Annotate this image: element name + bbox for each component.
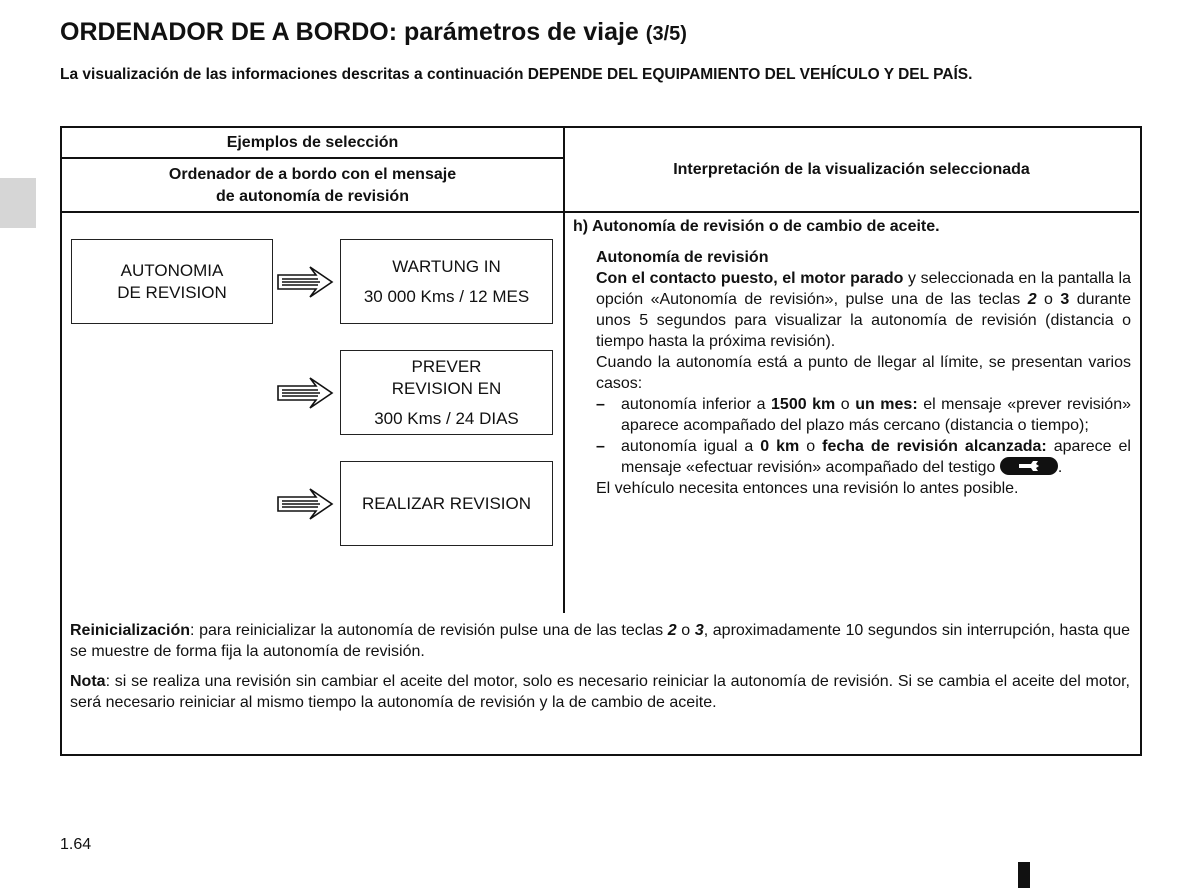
paragraph-text: : si se realiza una revisión sin cambiar el aceite del motor, solo es necesario reiniciar la autonomía de revisión. Si se cambia el aceite del motor, será necesario reiniciar al mismo tiempo la autonomía de revisión y la de cambio de aceite. [70,673,1130,711]
bullet-dash: – [596,396,605,413]
display-text: 300 Kms / 24 DIAS [374,408,519,428]
arrow-right-icon [276,486,334,522]
section-h-heading: h) Autonomía de revisión o de cambio de aceite. [573,218,940,235]
section-h [573,216,1131,499]
paragraph-text: autonomía igual a [621,438,761,455]
header-interpretation: Interpretación de la visualización seleccionada [673,161,1030,178]
display-text: AUTONOMIA [120,260,224,280]
paragraph-text: , aproximadamente 10 segundos sin interrupción, hasta que se muestre de forma fija la autonomía de revisión. [70,622,1130,660]
page-title-part: (3/5) [645,23,687,45]
bold-text: Nota [70,673,106,690]
table-notes [70,620,1130,722]
paragraph-text: y seleccionada en la pantalla la opción «Autonomía de revisión», pulse una de las teclas [596,270,1131,308]
paragraph-text: : para reinicializar la autonomía de revisión pulse una de las teclas [190,622,668,639]
bold-text: Con el contacto puesto, el motor parado [596,270,904,287]
arrow-right-icon [276,375,334,411]
display-text: 30 000 Kms / 12 MES [363,286,530,306]
paragraph-text: durante unos 5 segundos para visualizar la autonomía de revisión (distancia o tiempo hasta la próxima revisión). [596,291,1132,350]
list-item [596,394,1131,436]
key-2: 2 [1027,291,1037,308]
header-computer-message [62,164,563,208]
key-2: 2 [667,622,677,639]
chapter-tab-marker [0,178,36,228]
list-item [596,436,1131,478]
bold-text: fecha de revisión alcanzada: [822,438,1047,455]
section-h-body [596,247,1131,499]
paragraph-text: o [799,438,823,455]
paragraph-text: el mensaje «prever revisión» aparece acompañado del plazo más cercano (distancia o tiempo); [621,396,1132,434]
bold-text: 1500 km [771,396,836,413]
table-divider-column [563,127,565,613]
intro-notice: La visualización de las informaciones descritas a continuación DEPENDE DEL EQUIPAMIENTO DEL VEHÍCULO Y DEL PAÍS. [60,66,973,83]
page-number: 1.64 [60,836,92,853]
display-text: REVISION EN [391,378,502,398]
table-divider-header [61,211,1139,213]
reinit-note [70,620,1130,662]
display-prever-revision [340,350,553,435]
display-text: PREVER [411,356,482,376]
display-text: WARTUNG IN [392,256,501,276]
paragraph-text: aparece el mensaje «efectuar revisión» acompañado del testigo [621,438,1131,476]
key-3: 3 [694,622,704,639]
paragraph-text: o [835,396,856,413]
display-autonomy-revision [71,239,273,324]
wrench-warning-icon [1000,457,1058,475]
bullet-dash: – [596,438,605,455]
key-3: 3 [1060,291,1070,308]
section-h-paragraph-2: Cuando la autonomía está a punto de llegar al límite, se presentan varios casos: [596,354,1131,392]
section-h-paragraph-1 [596,268,1131,352]
table-divider-header-left [61,157,564,159]
paragraph-text: o [1036,291,1061,308]
header-computer-message-line1: Ordenador de a bordo con el mensaje [168,166,457,183]
header-examples: Ejemplos de selección [226,134,399,151]
page-corner-mark [1018,862,1030,888]
display-text: REALIZAR REVISION [361,493,532,513]
paragraph-text: autonomía inferior a [621,396,772,413]
display-text: DE REVISION [117,282,227,302]
bold-text: 0 km [760,438,800,455]
bold-text: un mes: [855,396,918,413]
paragraph-text: o [676,622,695,639]
section-h-paragraph-3: El vehículo necesita entonces una revisión lo antes posible. [596,480,1019,497]
header-computer-message-line2: de autonomía de revisión [216,188,409,205]
display-realizar-revision [340,461,553,546]
page-title-text: ORDENADOR DE A BORDO: parámetros de viaje [60,18,639,46]
nota-note [70,671,1130,713]
display-wartung [340,239,553,324]
paragraph-text: . [1057,459,1063,476]
arrow-right-icon [276,264,334,300]
section-h-subheading: Autonomía de revisión [596,249,769,266]
page-title [60,18,687,47]
bold-text: Reinicialización [70,622,191,639]
